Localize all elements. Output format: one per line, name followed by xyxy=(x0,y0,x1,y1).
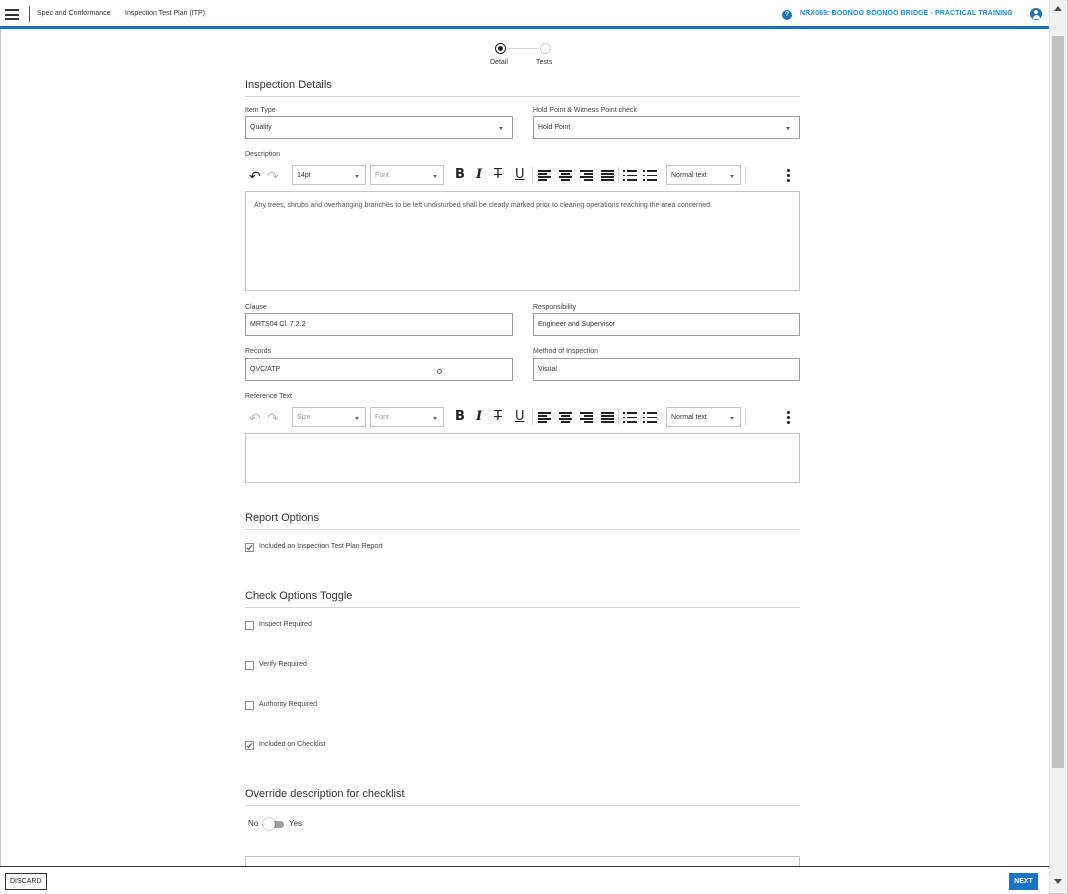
bold-icon[interactable]: B xyxy=(455,167,465,182)
bulleted-list-icon[interactable] xyxy=(643,412,657,423)
description-toolbar xyxy=(245,165,800,187)
reference-text-label: Reference Text xyxy=(245,393,292,400)
included-on-checklist-label: Included on Checklist xyxy=(259,741,326,748)
discard-button[interactable]: DISCARD xyxy=(5,873,47,890)
step-tests-indicator[interactable] xyxy=(540,43,551,54)
override-heading: Override description for checklist xyxy=(245,788,405,800)
method-input[interactable] xyxy=(533,358,800,381)
responsibility-label: Responsibility xyxy=(533,304,577,311)
cursor-indicator-icon xyxy=(437,369,442,374)
align-right-icon[interactable] xyxy=(580,412,593,423)
toolbar-divider xyxy=(618,167,619,183)
font-size-select[interactable] xyxy=(292,407,366,427)
paragraph-format-value: Normal text xyxy=(671,172,707,179)
paragraph-format-select[interactable] xyxy=(666,407,741,427)
underline-icon[interactable]: U xyxy=(515,409,525,424)
responsibility-input[interactable] xyxy=(533,313,800,336)
step-connector xyxy=(507,48,539,49)
undo-icon[interactable]: ↶ xyxy=(249,410,261,426)
description-label: Description xyxy=(245,151,281,158)
itp-report-checkbox[interactable] xyxy=(245,543,254,552)
inspect-required-checkbox[interactable] xyxy=(245,621,254,630)
step-tests-label: Tests xyxy=(536,59,553,66)
help-icon[interactable]: ? xyxy=(782,10,792,20)
numbered-list-icon[interactable] xyxy=(623,412,637,423)
more-options-icon[interactable] xyxy=(787,169,790,183)
paragraph-format-select[interactable] xyxy=(666,165,741,185)
description-text: Any trees, shrubs and overhanging branches to be left undisturbed shall be clearly marked prior to clearing operations reaching the area concerned. xyxy=(254,202,712,209)
align-left-icon[interactable] xyxy=(538,170,551,181)
report-options-heading: Report Options xyxy=(245,512,319,524)
hold-point-select[interactable] xyxy=(533,116,800,139)
step-detail-indicator[interactable] xyxy=(495,43,506,54)
underline-icon[interactable]: U xyxy=(515,167,525,182)
toggle-yes-label: Yes xyxy=(289,819,303,828)
override-toggle-knob[interactable] xyxy=(263,818,275,830)
inspect-required-label: Inspect Required xyxy=(259,621,312,628)
inspection-details-heading: Inspection Details xyxy=(245,79,332,91)
chevron-down-icon xyxy=(355,175,359,178)
top-bar xyxy=(0,0,1049,27)
align-justify-icon[interactable] xyxy=(601,412,614,423)
reference-toolbar xyxy=(245,407,800,429)
header-accent-line xyxy=(0,26,1049,29)
breadcrumb-module[interactable]: Spec and Conformance xyxy=(37,10,111,17)
clause-label: Clause xyxy=(245,304,267,311)
records-input[interactable] xyxy=(245,358,513,381)
user-avatar-icon[interactable] xyxy=(1030,8,1042,20)
footer-bar xyxy=(0,866,1049,894)
check-options-heading: Check Options Toggle xyxy=(245,590,353,602)
chevron-down-icon xyxy=(433,417,437,420)
toolbar-divider xyxy=(745,167,746,183)
font-family-value: Font xyxy=(375,172,390,179)
toolbar-divider xyxy=(532,409,533,425)
next-button[interactable]: NEXT xyxy=(1009,873,1038,890)
item-type-select[interactable] xyxy=(245,116,513,139)
toggle-no-label: No xyxy=(248,819,259,828)
undo-icon[interactable]: ↶ xyxy=(249,168,261,184)
italic-icon[interactable]: I xyxy=(476,409,483,424)
section-divider xyxy=(245,529,800,530)
italic-icon[interactable]: I xyxy=(476,167,483,182)
toolbar-divider xyxy=(745,409,746,425)
align-center-icon[interactable] xyxy=(559,170,572,181)
align-justify-icon[interactable] xyxy=(601,170,614,181)
records-value: QVC/ATP xyxy=(250,366,281,373)
item-type-value: Quality xyxy=(250,124,272,131)
toolbar-divider xyxy=(618,409,619,425)
toolbar-divider xyxy=(532,167,533,183)
font-size-value: Size xyxy=(297,414,311,421)
scroll-up-arrow-icon[interactable] xyxy=(1054,6,1062,11)
strikethrough-icon[interactable]: T xyxy=(494,409,502,424)
project-link[interactable]: NRX069: BOONOO BOONOO BRIDGE - PRACTICAL TRAINING xyxy=(800,10,1013,17)
chevron-down-icon xyxy=(355,417,359,420)
section-divider xyxy=(245,805,800,806)
chevron-down-icon xyxy=(730,175,734,178)
align-right-icon[interactable] xyxy=(580,170,593,181)
step-detail-label: Detail xyxy=(490,59,508,66)
section-divider xyxy=(245,96,800,97)
bold-icon[interactable]: B xyxy=(455,409,465,424)
font-family-select[interactable] xyxy=(370,165,444,185)
chevron-down-icon xyxy=(786,127,790,130)
breadcrumb-page: Inspection Test Plan (ITP) xyxy=(125,10,206,17)
chevron-down-icon xyxy=(730,417,734,420)
hold-point-value: Hold Point xyxy=(538,124,571,131)
clause-value: MRTS04 Cl. 7.2.2 xyxy=(250,321,306,328)
font-family-value: Font xyxy=(375,414,390,421)
scrollbar[interactable] xyxy=(1049,0,1066,892)
align-center-icon[interactable] xyxy=(559,412,572,423)
chevron-down-icon xyxy=(499,127,503,130)
reference-text-editor[interactable] xyxy=(245,433,800,483)
scroll-down-arrow-icon[interactable] xyxy=(1054,879,1062,884)
included-on-checklist-checkbox[interactable] xyxy=(245,741,254,750)
clause-input[interactable] xyxy=(245,313,513,336)
redo-icon[interactable]: ↷ xyxy=(267,410,279,426)
font-size-select[interactable] xyxy=(292,165,366,185)
hold-point-label: Hold Point & Witness Point check xyxy=(533,107,637,114)
align-left-icon[interactable] xyxy=(538,412,551,423)
authority-required-checkbox[interactable] xyxy=(245,701,254,710)
records-label: Records xyxy=(245,348,272,355)
verify-required-label: Verify Required xyxy=(259,661,307,668)
paragraph-format-value: Normal text xyxy=(671,414,707,421)
responsibility-value: Engineer and Supervisor xyxy=(538,321,616,328)
more-options-icon[interactable] xyxy=(787,411,790,425)
method-label: Method of Inspection xyxy=(533,348,598,355)
scrollbar-thumb[interactable] xyxy=(1052,36,1064,768)
font-size-value: 14pt xyxy=(297,172,311,179)
bulleted-list-icon[interactable] xyxy=(643,170,657,181)
authority-required-label: Authority Required xyxy=(259,701,317,708)
verify-required-checkbox[interactable] xyxy=(245,661,254,670)
method-value: Visual xyxy=(538,366,557,373)
redo-icon[interactable]: ↷ xyxy=(267,168,279,184)
itp-report-label: Included on Inspection Test Plan Report xyxy=(259,543,383,550)
item-type-label: Item Type xyxy=(245,107,276,114)
font-family-select[interactable] xyxy=(370,407,444,427)
numbered-list-icon[interactable] xyxy=(623,170,637,181)
chevron-down-icon xyxy=(433,175,437,178)
description-editor[interactable] xyxy=(245,191,800,291)
strikethrough-icon[interactable]: T xyxy=(494,167,502,182)
header-divider xyxy=(29,6,30,22)
menu-icon[interactable] xyxy=(5,9,19,20)
section-divider xyxy=(245,607,800,608)
